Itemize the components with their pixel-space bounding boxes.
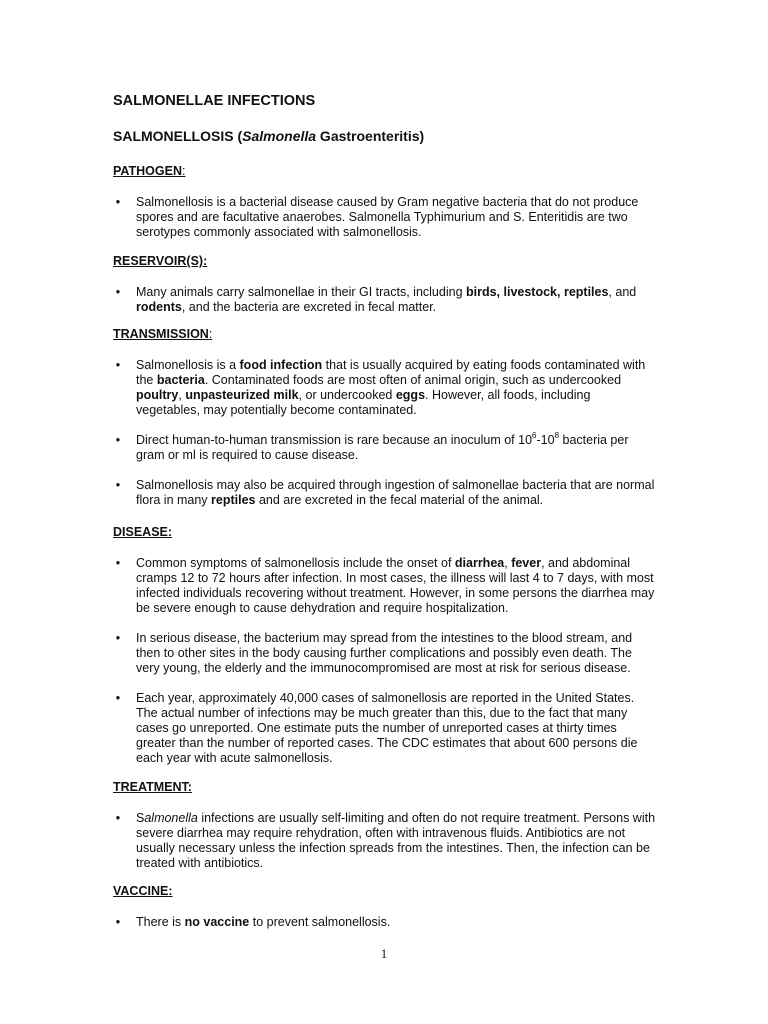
section-heading: RESERVOIR(S): [113,254,208,268]
text-run: , [504,556,512,570]
text-run: Salmonellosis may also be acquired through ingestion of salmonellae bacteria that are normal flora in many [136,478,655,507]
list-item [113,358,656,418]
superscript: 8 [554,430,560,440]
section-heading [113,164,673,179]
section-vaccine [113,884,673,945]
text-run: , [178,388,186,402]
bold-run: fever [511,556,542,570]
bullet-icon: • [115,811,121,825]
bold-run: food infection [239,358,323,372]
text-run: that is usually acquired by eating foods contaminated with the [136,358,646,387]
bold-run: birds, livestock, reptiles [466,285,609,299]
text-run: infections are usually self-limiting and often do not require treatment. Persons with severe diarrhea may require rehydration, often with intravenous fluids. Antibiotics are not usually necessary unless the infection spreads from the intestines. Then, the infection can be treated with antibiotics. [136,811,656,870]
list-item [113,556,656,616]
bullet-list [113,811,673,871]
list-item [113,915,656,930]
bullet-icon: • [115,556,121,570]
list-item [113,195,656,240]
text-run: , or undercooked [298,388,396,402]
page-number: 1 [380,947,388,961]
text-run: bacteria per gram or ml is required to cause disease. [136,433,629,462]
bold-run: no vaccine [184,915,250,929]
section-heading [113,327,673,342]
text-run: , and [608,285,637,299]
text-run: , and the bacteria are excreted in fecal matter. [181,300,437,314]
text-run: There is [136,915,185,929]
heading-text: TREATMENT [113,780,188,794]
heading-text: TRANSMISSION [113,327,209,341]
bullet-list [113,195,673,240]
bullet-list [113,556,673,766]
bold-run: unpasteurized milk [185,388,299,402]
bold-run: poultry [136,388,179,402]
section-reservoirs [113,254,673,330]
list-item [113,691,656,766]
text-run: , and abdominal cramps 12 to 72 hours after infection. In most cases, the illness will last 4 to 7 days, with most infected individuals recovering without treatment. However, in some persons the diarrhea may be severe enough to cause dehydration and require hospitalization. [136,556,655,615]
bold-run: bacteria [156,373,205,387]
text-run: Direct human-to-human transmission is rare because an inoculum of 10 [136,433,533,447]
bold-run: reptiles [211,493,256,507]
text-run: . However, all foods, including vegetables, may potentially become contaminated. [136,388,591,417]
bullet-icon: • [115,195,121,209]
bold-run: diarrhea [454,556,505,570]
document-title: SALMONELLAE INFECTIONS [113,93,316,109]
bullet-icon: • [115,433,121,447]
list-item [113,631,656,676]
section-heading [113,884,673,899]
section-disease [113,525,673,781]
text-run: -10 [536,433,555,447]
bullet-icon: • [115,691,121,705]
bullet-icon: • [115,358,121,372]
section-heading [113,780,673,795]
section-heading: DISEASE: [113,525,173,539]
text-run: to prevent salmonellosis. [249,915,391,929]
subtitle-prefix: SALMONELLOSIS ( [113,128,243,144]
text-run: Salmonellosis is a [136,358,240,372]
list-item-text: Each year, approximately 40,000 cases of salmonellosis are reported in the United States. The actual number of infections may be much greater than this, due to the fact that many cases go unreported. One estimate puts the number of unreported cases at thirty times greater than the number of reported cases. The CDC estimates that about 600 persons die each year with acute salmonellosis. [136,691,638,765]
section-transmission [113,327,673,523]
list-item-text: Salmonellosis is a bacterial disease caused by Gram negative bacteria that do not produce spores and are facultative anaerobes. Salmonella Typhimurium and S. Enteritidis are two serotypes commonly associated with salmonellosis. [136,195,639,239]
list-item [113,811,656,871]
bullet-icon: • [115,285,121,299]
list-item-text: In serious disease, the bacterium may spread from the intestines to the blood stream, and then to other sites in the body causing further complications and possibly even death. The very young, the elderly and the immunocompromised are most at risk for serious disease. [136,631,633,675]
heading-colon: : [181,164,186,178]
heading-colon: : [168,884,173,898]
section-treatment [113,780,673,886]
text-run: Many animals carry salmonellae in their GI tracts, including [136,285,466,299]
bullet-list [113,915,673,930]
section-pathogen [113,164,673,255]
list-item [113,285,656,315]
bold-run: eggs [395,388,426,402]
heading-colon: : [187,780,192,794]
subtitle-italic: Salmonella [242,128,317,144]
bullet-icon: • [115,915,121,929]
text-run: and are excreted in the fecal material of the animal. [255,493,544,507]
heading-text: VACCINE [113,884,169,898]
bold-run: rodents [136,300,182,314]
bullet-list [113,285,673,315]
bullet-icon: • [115,478,121,492]
text-run: S [136,811,145,825]
list-item [113,478,656,508]
list-item [113,430,656,463]
superscript: 6 [532,430,537,440]
bullet-list [113,358,673,508]
text-run: . Contaminated foods are most often of animal origin, such as undercooked [204,373,622,387]
bullet-icon: • [115,631,121,645]
heading-colon: : [208,327,213,341]
text-run: Common symptoms of salmonellosis include the onset of [136,556,455,570]
heading-text: PATHOGEN [113,164,182,178]
italic-run: almonella [144,811,198,825]
subtitle-suffix: Gastroenteritis) [316,128,425,144]
document-subtitle [113,128,424,144]
